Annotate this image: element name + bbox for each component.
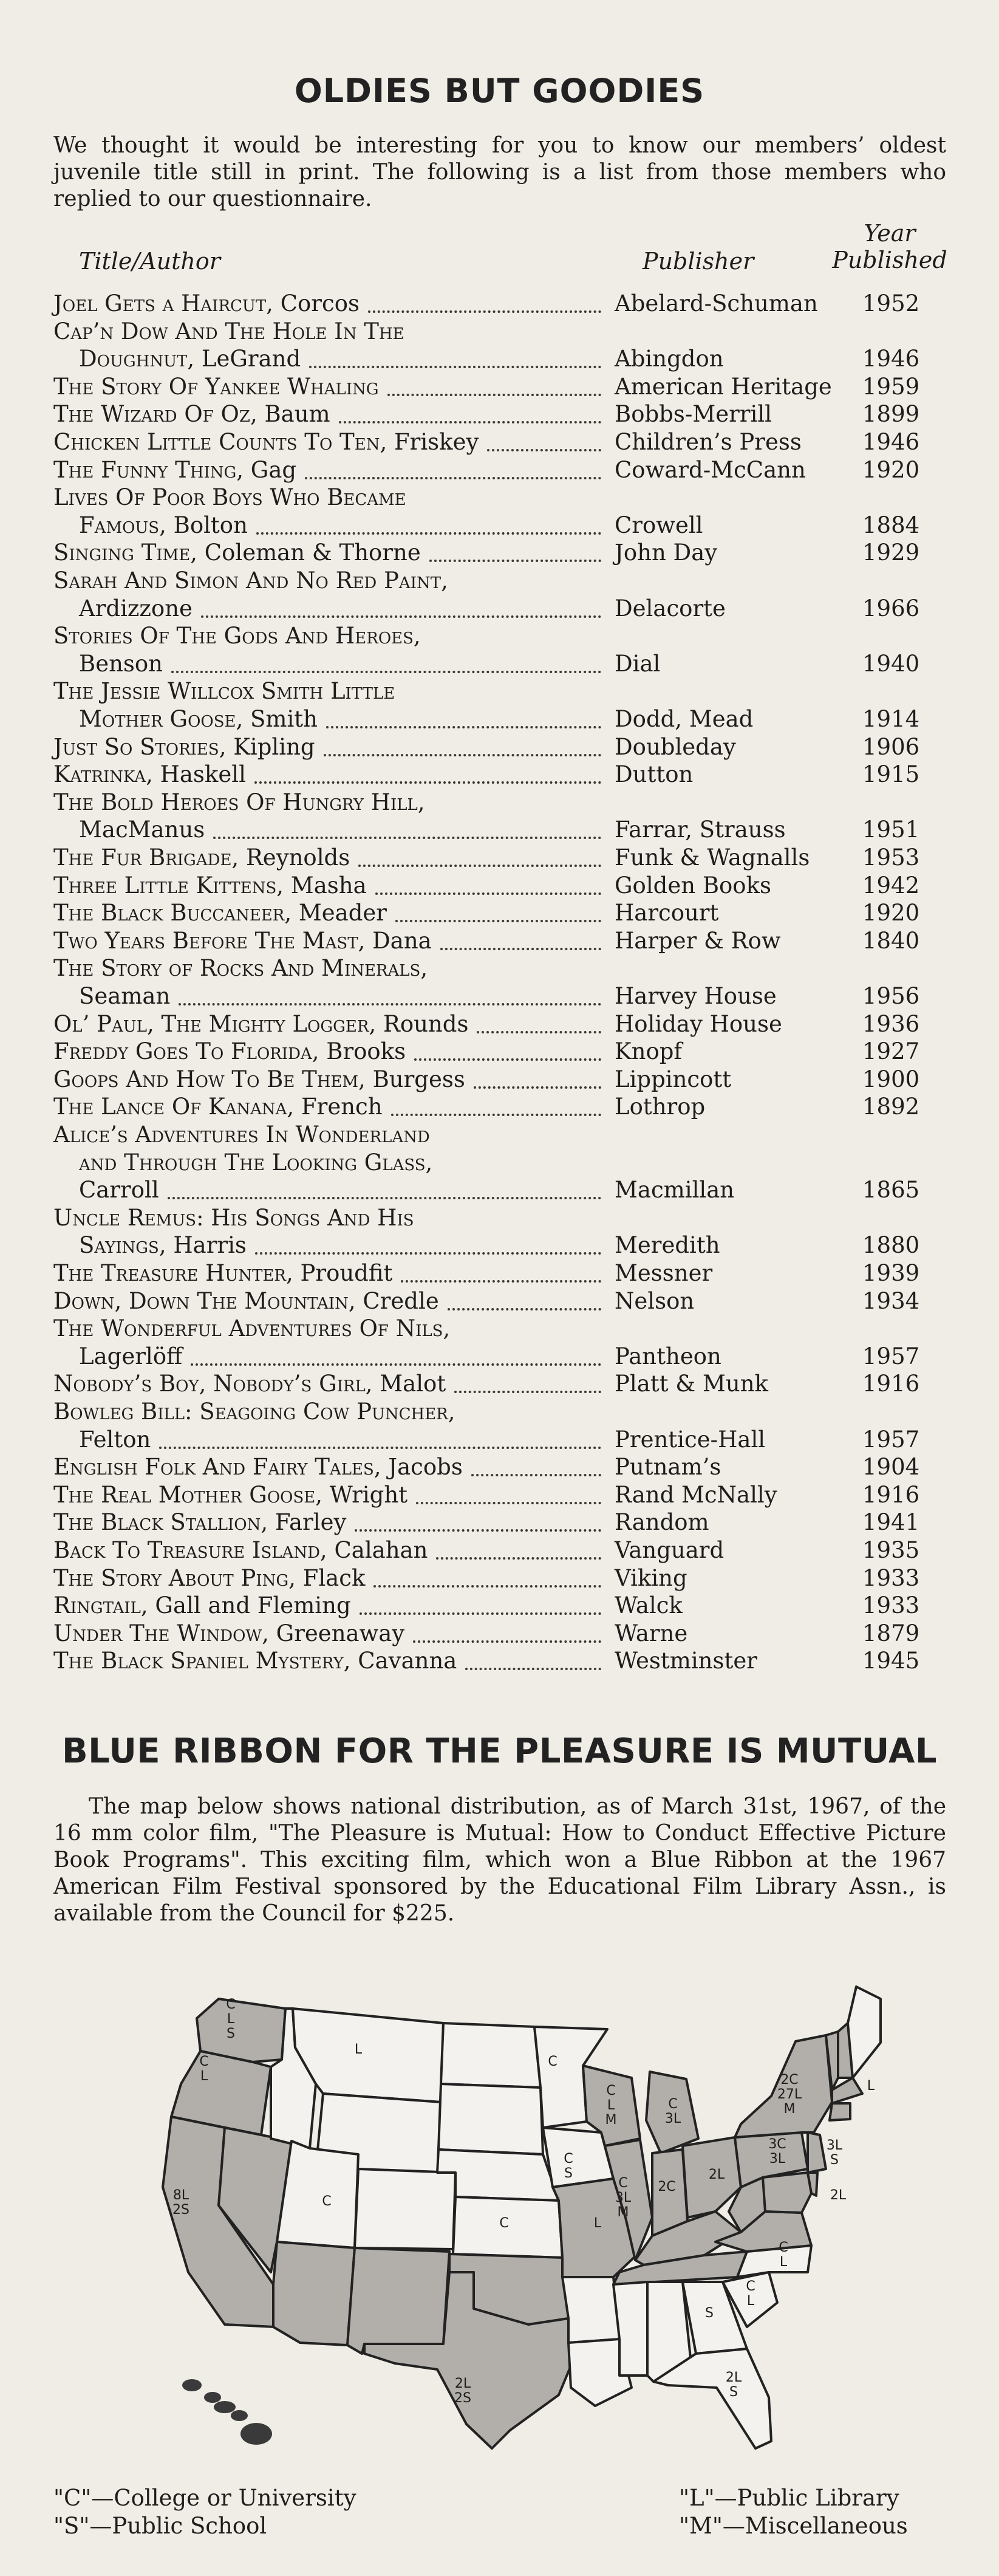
book-title-line [79, 346, 301, 372]
leader-dots [440, 948, 601, 950]
leader-dots [360, 1612, 601, 1615]
state-label-wa: C L S [226, 1997, 236, 2041]
leader-dots [471, 1474, 601, 1476]
book-title: Mother Goose, [79, 706, 244, 732]
book-title-line [79, 595, 193, 622]
leader-dots [191, 1363, 601, 1366]
state-label-mi: C 3L [664, 2097, 681, 2126]
book-title: Ol’ Paul, The Mighty Logger, [53, 1010, 377, 1037]
book-author: Ardizzone [79, 595, 193, 622]
book-title: Chicken Little Counts To Ten, [53, 429, 387, 455]
book-year: 1942 [862, 872, 920, 899]
book-author: Coleman & Thorne [197, 540, 421, 566]
book-title-line [53, 1592, 351, 1619]
book-publisher: Abelard-Schuman [615, 290, 818, 317]
state-label-ks: C [499, 2216, 509, 2231]
leader-dots [465, 1668, 601, 1670]
book-publisher: Nelson [615, 1287, 695, 1314]
column-title-author: Title/Author [79, 248, 220, 275]
state-label-il: C 3L M [615, 2176, 632, 2220]
oldies-intro: We thought it would be interesting for you to know our members’ oldest juvenile title still in print. The following is a list from those members who replied to our questionnaire. [53, 133, 946, 211]
book-title-line [53, 1094, 383, 1120]
leader-dots [391, 1114, 601, 1116]
leader-dots [414, 1058, 601, 1061]
book-year: 1840 [862, 927, 920, 954]
book-author: Kipling [226, 733, 315, 760]
book-title-line [53, 928, 432, 954]
book-title: Singing Time, [53, 540, 198, 566]
state-nm [347, 2248, 449, 2354]
book-year: 1941 [862, 1509, 920, 1536]
book-author: Meader [292, 900, 387, 927]
book-publisher: Funk & Wagnalls [615, 844, 810, 871]
state-label-ma: L [867, 2078, 875, 2094]
book-title-line [53, 429, 479, 456]
book-title: Lives Of Poor Boys Who Became [53, 484, 406, 511]
leader-dots [339, 421, 601, 423]
state-label-tx: 2L 2S [454, 2376, 471, 2406]
state-ar [562, 2277, 619, 2343]
leader-dots [159, 1447, 601, 1449]
book-title-line [53, 1260, 392, 1287]
book-title: The Bold Heroes Of Hungry Hill, [53, 789, 425, 815]
legend-college: "C"—College or University [53, 2485, 356, 2511]
book-publisher: Dodd, Mead [615, 706, 754, 732]
leader-dots [373, 1585, 601, 1588]
book-author: Baum [257, 401, 330, 428]
book-title-line [53, 484, 406, 511]
book-year: 1916 [862, 1481, 920, 1508]
book-author: Reynolds [239, 844, 350, 871]
book-author: Cavanna [350, 1648, 457, 1674]
book-title-line [79, 1149, 432, 1176]
leader-dots [358, 865, 601, 867]
book-publisher: Meredith [615, 1232, 720, 1259]
book-publisher: Platt & Munk [615, 1371, 768, 1397]
book-year: 1933 [862, 1592, 920, 1619]
book-publisher: Delacorte [615, 595, 726, 622]
book-title-line [53, 1011, 468, 1038]
book-title: Famous, [79, 512, 166, 538]
book-title: Alice’s Adventures In Wonderland [53, 1122, 430, 1148]
book-title: Three Little Kittens, [53, 872, 284, 899]
book-year: 1936 [862, 1010, 920, 1037]
book-title-line [53, 1315, 450, 1342]
book-year: 1904 [862, 1454, 920, 1481]
book-author: LeGrand [194, 346, 301, 372]
leader-dots [254, 781, 601, 784]
book-publisher: Children’s Press [615, 429, 802, 455]
book-publisher: Lothrop [615, 1094, 706, 1120]
leader-dots [436, 1557, 601, 1560]
book-author: Benson [79, 650, 163, 677]
book-year: 1959 [862, 373, 920, 400]
leader-dots [487, 449, 601, 451]
book-year: 1927 [862, 1038, 920, 1065]
book-title: The Wizard Of Oz, [53, 401, 257, 428]
book-author: Masha [284, 872, 367, 899]
book-title: Nobody’s Boy, Nobody’s Girl, [53, 1371, 373, 1397]
leader-dots [355, 1529, 601, 1532]
book-author: Wright [322, 1481, 408, 1508]
book-author: French [294, 1094, 383, 1120]
book-title-line [53, 457, 296, 484]
book-author: Calahan [327, 1537, 428, 1563]
book-title-line [53, 1620, 404, 1647]
leader-dots [375, 892, 601, 895]
legend-school: "S"—Public School [53, 2513, 267, 2539]
book-year: 1920 [862, 900, 920, 927]
state-me [848, 1987, 881, 2078]
column-year-published: Year Published [832, 220, 947, 273]
book-title-line [79, 1427, 151, 1453]
book-title-line [79, 1232, 247, 1259]
book-publisher: Harper & Row [615, 927, 781, 954]
book-title-line [53, 1399, 455, 1425]
state-label-fl: 2L S [725, 2370, 742, 2400]
book-title-line [53, 761, 246, 788]
hawaii-island [231, 2410, 248, 2421]
book-year: 1880 [862, 1232, 920, 1259]
book-year: 1935 [862, 1537, 920, 1563]
book-year: 1940 [862, 650, 920, 677]
state-label-ca: 8L 2S [172, 2188, 189, 2218]
book-title-line [53, 1648, 457, 1674]
blue-ribbon-text: The map below shows national distribution, as of March 31st, 1967, of the 16 mm color film, "The Pleasure is Mutual: How to Conduct Effective Picture Book Programs". This exciting film, which won a Blue Ribbon at the 1967 American Film Festival sponsored by the Educational Film Library Assn., is available from the Council for $225. [53, 1794, 946, 1926]
book-title-line [53, 1454, 463, 1481]
state-ms [613, 2282, 647, 2376]
leader-dots [179, 1003, 601, 1005]
book-title-line [79, 817, 205, 843]
leader-dots [168, 1197, 601, 1199]
leader-dots [201, 615, 601, 618]
book-title: Cap’n Dow And The Hole In The [53, 318, 404, 344]
book-author: Bolton [166, 512, 248, 538]
book-author: Proudfit [293, 1260, 393, 1286]
legend-library: "L"—Public Library [679, 2485, 899, 2511]
leader-dots [477, 1031, 601, 1033]
leader-dots [395, 920, 601, 922]
book-author: Farley [268, 1509, 347, 1536]
book-title: The Treasure Hunter, [53, 1260, 293, 1286]
state-label-md: 2L [830, 2188, 847, 2203]
book-author: Haskell [152, 761, 246, 788]
book-year: 1879 [862, 1620, 920, 1646]
book-title-line [53, 1288, 439, 1315]
book-title-line [53, 374, 379, 400]
book-year: 1946 [862, 429, 920, 455]
leader-dots [213, 837, 601, 839]
book-publisher: John Day [615, 540, 718, 566]
book-publisher: Doubleday [615, 733, 736, 760]
state-label-ny: 2C 27L M [777, 2072, 802, 2117]
book-publisher: Holiday House [615, 1010, 782, 1037]
leader-dots [401, 1280, 601, 1283]
book-author: Flack [295, 1564, 366, 1591]
book-title-line [53, 900, 387, 927]
leader-dots [255, 1252, 601, 1255]
book-publisher: American Heritage [615, 373, 832, 400]
state-label-mt: L [354, 2042, 363, 2057]
book-year: 1914 [862, 706, 920, 732]
book-author: Dana [365, 927, 432, 954]
hawaii-island [214, 2401, 236, 2413]
book-year: 1939 [862, 1260, 920, 1286]
book-publisher: Vanguard [615, 1537, 725, 1563]
state-label-nc: C L [779, 2240, 788, 2270]
book-title: Bowleg Bill: Seagoing Cow Puncher, [53, 1399, 455, 1425]
book-title-line [53, 1482, 407, 1509]
book-year: 1915 [862, 761, 920, 788]
book-author: Lagerlöff [79, 1343, 183, 1369]
book-year: 1900 [862, 1066, 920, 1092]
book-author: Seaman [79, 983, 171, 1009]
book-publisher: Westminster [615, 1648, 757, 1674]
book-title: The Lance Of Kanana, [53, 1094, 295, 1120]
book-title-line [79, 983, 170, 1010]
leader-dots [368, 310, 601, 313]
leader-dots [305, 477, 601, 479]
book-title: Uncle Remus: His Songs And His [53, 1204, 414, 1231]
leader-dots [416, 1502, 601, 1504]
state-label-in: 2C [658, 2179, 676, 2194]
book-year: 1952 [862, 290, 920, 317]
book-title-line [53, 318, 404, 345]
book-year: 1946 [862, 346, 920, 372]
book-title-line [79, 651, 163, 677]
book-title-line [53, 567, 448, 594]
book-title-line [53, 734, 315, 761]
leader-dots [413, 1640, 601, 1643]
book-publisher: Crowell [615, 512, 703, 538]
book-publisher: Viking [615, 1564, 687, 1591]
book-title: Sayings, [79, 1232, 166, 1259]
book-title: and Through The Looking Glass, [79, 1149, 433, 1176]
state-label-mo: L [593, 2216, 602, 2231]
book-publisher: Coward-McCann [615, 456, 806, 483]
book-author: Gall and Fleming [148, 1592, 351, 1619]
book-title-line [53, 1038, 406, 1065]
book-publisher: Dutton [615, 761, 694, 788]
book-title: Two Years Before The Mast, [53, 927, 366, 954]
book-title: The Black Spaniel Mystery, [53, 1648, 351, 1674]
state-ut [277, 2141, 358, 2248]
book-year: 1929 [862, 540, 920, 566]
book-year: 1951 [862, 817, 920, 843]
book-year: 1916 [862, 1371, 920, 1397]
book-publisher: Dial [615, 650, 661, 677]
book-title: Ringtail, [53, 1592, 148, 1619]
book-author: Credle [355, 1287, 439, 1314]
oldies-heading: OLDIES BUT GOODIES [294, 72, 705, 110]
book-author: Harris [166, 1232, 247, 1259]
book-title-line [53, 401, 330, 428]
book-title: The Black Buccaneer, [53, 900, 292, 927]
leader-dots [454, 1391, 601, 1393]
book-author: Smith [243, 706, 318, 732]
book-author: MacManus [79, 817, 205, 843]
book-title: The Funny Thing, [53, 456, 244, 483]
book-title-line [79, 706, 318, 733]
blue-ribbon-heading: BLUE RIBBON FOR THE PLEASURE IS MUTUAL [61, 1732, 937, 1771]
book-author: Gag [244, 456, 297, 483]
state-label-ia: C S [564, 2151, 573, 2181]
book-author: Greenaway [268, 1620, 405, 1646]
book-year: 1934 [862, 1287, 920, 1314]
book-year: 1957 [862, 1426, 920, 1453]
book-publisher: Warne [615, 1620, 688, 1646]
hawaii-island [182, 2379, 202, 2391]
book-author: Carroll [79, 1177, 159, 1204]
leader-dots [171, 671, 601, 673]
legend-misc: "M"—Miscellaneous [679, 2513, 908, 2539]
book-year: 1906 [862, 733, 920, 760]
book-year: 1884 [862, 512, 920, 538]
book-year: 1892 [862, 1094, 920, 1120]
book-year: 1956 [862, 983, 920, 1009]
state-ct [830, 2103, 850, 2120]
book-title: The Black Stallion, [53, 1509, 268, 1536]
book-author: Burgess [365, 1066, 465, 1092]
book-title-line [53, 844, 350, 871]
us-distribution-map [134, 1987, 875, 2448]
state-az [273, 2242, 355, 2345]
state-label-nj: 3L S [826, 2138, 843, 2168]
book-title: The Real Mother Goose, [53, 1481, 323, 1508]
state-label-sc: C L [746, 2279, 755, 2309]
book-title: Stories Of The Gods And Heroes, [53, 623, 421, 649]
book-publisher: Random [615, 1509, 709, 1536]
book-title: Katrinka, [53, 761, 153, 788]
book-publisher: Prentice-Hall [615, 1426, 766, 1453]
book-title: English Folk And Fairy Tales, [53, 1454, 381, 1481]
book-title-line [53, 1509, 346, 1536]
state-label-ga: S [705, 2306, 714, 2321]
leader-dots [256, 532, 601, 535]
state-md [763, 2173, 811, 2213]
book-author: Brooks [319, 1038, 406, 1065]
leader-dots [309, 366, 601, 368]
book-title-line [79, 1177, 159, 1204]
leader-dots [429, 560, 601, 562]
book-author: Felton [79, 1426, 151, 1453]
book-title-line [53, 872, 367, 899]
state-label-or: C L [199, 2054, 209, 2084]
book-publisher: Macmillan [615, 1177, 735, 1204]
book-year: 1953 [862, 844, 920, 871]
hawaii-island [240, 2423, 272, 2445]
book-author: Corcos [273, 290, 360, 317]
book-year: 1865 [862, 1177, 920, 1204]
book-title-line [53, 1565, 365, 1592]
book-publisher: Harcourt [615, 900, 719, 927]
book-publisher: Golden Books [615, 872, 771, 899]
book-year: 1966 [862, 595, 920, 622]
state-label-oh: 2L [708, 2167, 725, 2182]
state-co [355, 2169, 455, 2249]
state-ne [437, 2150, 559, 2201]
book-title-line [53, 955, 428, 982]
book-publisher: Pantheon [615, 1343, 721, 1369]
book-publisher: Knopf [615, 1038, 683, 1065]
book-title: The Story of Rocks And Minerals, [53, 955, 428, 982]
book-title-line [53, 1122, 430, 1148]
book-author: Friskey [387, 429, 479, 455]
book-title: Sarah And Simon And No Red Paint, [53, 567, 448, 594]
book-year: 1920 [862, 456, 920, 483]
book-title-line [53, 789, 425, 816]
book-title: The Jessie Willcox Smith Little [53, 678, 395, 705]
book-year: 1899 [862, 401, 920, 428]
state-label-mn: C [548, 2054, 557, 2069]
book-publisher: Farrar, Strauss [615, 817, 786, 843]
book-title: The Fur Brigade, [53, 844, 239, 871]
book-author: Jacobs [381, 1454, 463, 1481]
book-title: Just So Stories, [53, 733, 227, 760]
book-title-line [53, 1205, 414, 1231]
book-year: 1945 [862, 1648, 920, 1674]
column-publisher: Publisher [643, 248, 754, 275]
state-nj [808, 2132, 826, 2173]
book-title: Under The Window, [53, 1620, 269, 1646]
book-author: Rounds [376, 1010, 469, 1037]
leader-dots [474, 1086, 601, 1089]
state-label-pa: 3C 3L [768, 2137, 786, 2167]
book-title: The Story About Ping, [53, 1564, 296, 1591]
book-publisher: Putnam’s [615, 1454, 721, 1481]
state-sd [438, 2084, 543, 2154]
book-title-line [53, 290, 360, 317]
book-title-line [79, 1343, 182, 1370]
book-publisher: Abingdon [615, 346, 724, 372]
book-title: Doughnut, [79, 346, 195, 372]
book-publisher: Lippincott [615, 1066, 732, 1092]
book-publisher: Rand McNally [615, 1481, 777, 1508]
book-publisher: Harvey House [615, 983, 777, 1009]
book-title: Freddy Goes To Florida, [53, 1038, 319, 1065]
leader-dots [448, 1308, 601, 1310]
book-title-line [53, 623, 421, 649]
book-title: The Wonderful Adventures Of Nils, [53, 1315, 451, 1342]
book-title-line [53, 540, 421, 566]
book-title-line [53, 1371, 446, 1397]
book-publisher: Messner [615, 1260, 713, 1286]
book-title: Joel Gets a Haircut, [53, 290, 273, 317]
book-publisher: Walck [615, 1592, 683, 1619]
book-title-line [53, 1066, 465, 1093]
book-author: Malot [372, 1371, 446, 1397]
book-year: 1957 [862, 1343, 920, 1369]
book-title-line [79, 512, 248, 539]
leader-dots [324, 754, 601, 756]
state-nd [441, 2023, 540, 2088]
book-title-line [53, 678, 395, 705]
book-title: The Story Of Yankee Whaling [53, 373, 379, 400]
book-publisher: Bobbs-Merrill [615, 401, 772, 428]
leader-dots [387, 394, 601, 396]
book-title: Goops And How To Be Them, [53, 1066, 366, 1092]
state-label-wi: C L M [605, 2083, 617, 2128]
hawaii-island [204, 2392, 221, 2403]
book-title: Back To Treasure Island, [53, 1537, 327, 1563]
book-title: Down, Down The Mountain, [53, 1287, 356, 1314]
book-title-line [53, 1537, 428, 1564]
leader-dots [326, 726, 601, 728]
book-year: 1933 [862, 1564, 920, 1591]
state-label-ut: C [322, 2194, 332, 2209]
